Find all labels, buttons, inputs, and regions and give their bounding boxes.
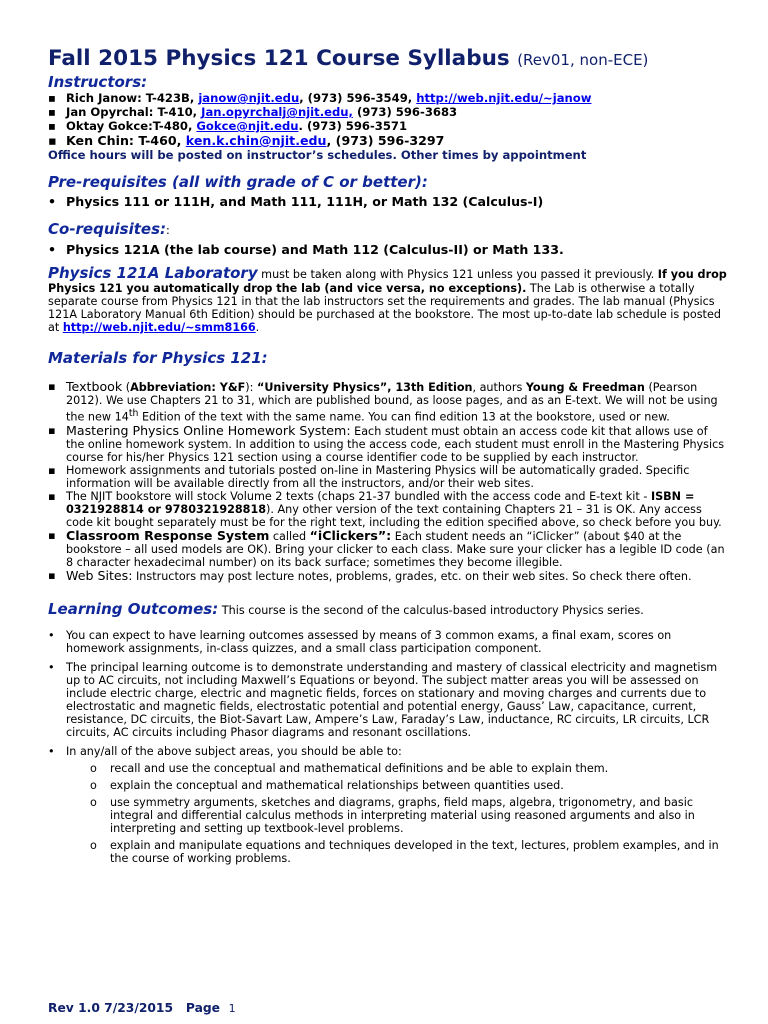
list-item [48,529,728,569]
mastering-physics-label: Mastering Physics Online Homework System: [66,422,351,438]
corequisite-text: Physics 121A (the lab course) and Math 112 (Calculus-II) or Math 133. [66,242,564,257]
text: The principal learning outcome is to demonstrate understanding and mastery of classical electricity and magnetism up to AC circuits, not including Maxwell’s Equations or beyond. The subject matter areas you will be assessed on include electric charge, electric and magnetic fields, forces on stationary and moving charges and currents due to electrostatic and magnetic fields, electrostatic potential and potential energy, Gauss’ Law, capacitance, current, resistance, DC circuits, the Biot-Savart Law, Ampere’s Law, Faraday’s Law, inductance, RC circuits, LR circuits, LCR circuits, AC circuits including Phasor diagrams and resonant oscillations. [66,660,718,739]
text: Instructors may post lecture notes, problems, grades, etc. on their web sites. So check there often. [132,569,692,583]
text: explain the conceptual and mathematical relationships between quantities used. [110,778,564,792]
instructor-phone: . (973) 596-3571 [298,119,408,133]
instructor-phone: , (973) 596-3549, [299,91,413,105]
square-bullet-icon: ▪ [48,119,56,133]
homework-text: Homework assignments and tutorials posted on-line in Mastering Physics will be automatically graded. Specific information will be available directly from all the instructors, and/or their web sites. [66,463,690,490]
instructor-name: Jan Opyrchal: T-410, [66,105,198,119]
sub-list-item [48,796,728,835]
textbook-abbreviation: Abbreviation: Y&F [130,381,246,394]
circle-bullet-icon: o [90,795,97,809]
text: , authors [472,381,526,394]
text: Each student must obtain an access code kit that allows use of the online homework system. In addition to using the access code, each student must enroll in the Mastering Physics course for his/her Physics 121 section using a course identifier code to be supplied by each instructor. [66,424,725,464]
footer-page-number: 1 [228,1002,236,1015]
list-item [48,424,728,464]
list-item [48,380,728,424]
lab-paragraph [48,264,728,334]
title-main: Fall 2015 Physics 121 Course Syllabus [48,46,510,71]
text: Each student needs an “iClicker” (about $40 at the bookstore – all used models are OK). Bring your clicker to each class. Make sure your clicker has a legible ID code (an 8 character hexadecimal number) on its back surface; sometimes they become illegible. [66,529,725,569]
instructor-phone: , (973) 596-3297 [326,133,445,148]
corequisites-heading: Co-requisites: [48,220,167,238]
crs-label: Classroom Response System [66,527,270,543]
instructor-email-link[interactable]: Jan.opyrchalj@njit.edu, [201,105,353,119]
bullet-icon: • [48,744,55,758]
text: ). Any other version of the text containing Chapters 21 – 31 is OK. Any access code kit bought separately must be for the right text, including the edition specified above, so check before you buy. [66,502,722,529]
lab-drop-warning: If you drop Physics 121 you automatically drop the lab (and vice versa, no exceptions). [48,268,727,295]
text: The NJIT bookstore will stock Volume 2 texts (chaps 21-37 bundled with the access code and E-text kit - [66,489,651,503]
syllabus-page [48,46,728,869]
corequisites-list [48,242,728,257]
sub-list-item [48,839,728,865]
instructor-name: Ken Chin: T-460, [66,133,182,148]
instructor-name: Rich Janow: T-423B, [66,91,195,105]
text: recall and use the conceptual and mathematical definitions and be able to explain them. [110,761,609,775]
bullet-icon: • [48,242,57,257]
instructor-phone: (973) 596-3683 [356,105,458,119]
list-item [48,242,728,257]
lab-schedule-link[interactable]: http://web.njit.edu/~smm8166 [62,321,256,334]
materials-list [48,380,728,583]
square-bullet-icon: ▪ [48,105,56,119]
text: You can expect to have learning outcomes assessed by means of 3 common exams, a final exam, scores on homework assignments, in-class quizzes, and a small class participation component. [66,628,672,655]
bullet-icon: • [48,194,57,209]
list-item [48,194,728,209]
instructor-email-link[interactable]: ken.k.chin@njit.edu [185,133,327,148]
instructor-item [48,119,728,133]
learning-outcomes-intro: This course is the second of the calculus-based introductory Physics series. [218,603,644,617]
learning-outcomes-line [48,600,728,618]
office-hours-note: Office hours will be posted on instructor’s schedules. Other times by appointment [48,148,587,162]
outcomes-sublist [48,762,728,865]
list-item [48,569,728,583]
textbook-authors: Young & Freedman [525,381,645,394]
square-bullet-icon: ▪ [48,489,56,503]
square-bullet-icon: ▪ [48,568,56,582]
list-item [48,629,728,655]
list-item [48,490,728,529]
instructor-list [48,91,728,148]
list-item [48,464,728,490]
lab-text-end: . [255,321,260,334]
bullet-icon: • [48,660,55,674]
instructor-name: Oktay Gokce:T-480, [66,119,193,133]
instructors-heading: Instructors: [48,73,148,91]
text: In any/all of the above subject areas, you should be able to: [66,744,402,758]
sub-list-item [48,762,728,775]
text: called [269,529,310,543]
instructor-website-link[interactable]: http://web.njit.edu/~janow [416,91,592,105]
sub-list-item [48,779,728,792]
textbook-title: “University Physics”, 13th Edition [256,381,473,394]
square-bullet-icon: ▪ [48,528,56,542]
square-bullet-icon: ▪ [48,423,56,437]
outcomes-list [48,629,728,758]
circle-bullet-icon: o [90,761,97,775]
text: ): [245,381,257,394]
footer-page-label: Page [185,1001,221,1015]
prerequisites-list [48,194,728,209]
instructor-email-link[interactable]: Gokce@njit.edu [196,119,299,133]
lab-text: must be taken along with Physics 121 unless you passed it previously. [257,268,658,281]
text: ( [122,381,131,394]
square-bullet-icon: ▪ [48,133,57,148]
isbn: ISBN = 0321928814 or 9780321928818 [66,489,695,516]
instructor-item [48,105,728,119]
text: use symmetry arguments, sketches and diagrams, graphs, field maps, algebra, trigonometry, and basic integral and differential calculus methods in interpreting material using reasoned arguments and also in interpreting and setting up textbook-level problems. [110,795,695,835]
circle-bullet-icon: o [90,838,97,852]
instructor-email-link[interactable]: janow@njit.edu [198,91,300,105]
corequisites-heading-line [48,220,728,238]
lab-text: The Lab is otherwise a totally separate course from Physics 121 in that the lab instructors set the requirements and grades. The lab manual (Physics 121A Laboratory Manual 6th Edition) should be purchased at the bookstore. The most up-to-date lab schedule is posted at [48,282,721,334]
bullet-icon: • [48,628,55,642]
textbook-label: Textbook [66,379,123,394]
page-title [48,46,728,73]
prerequisite-text: Physics 111 or 111H, and Math 111, 111H, or Math 132 (Calculus-I) [66,194,544,209]
page-footer [48,1002,236,1015]
instructor-item [48,91,728,105]
prerequisites-heading: Pre-requisites (all with grade of C or better): [48,173,428,191]
instructor-item [48,133,728,148]
list-item [48,745,728,758]
footer-revision: Rev 1.0 7/23/2015 [48,1001,174,1015]
iclickers-label: “iClickers”: [309,527,392,543]
circle-bullet-icon: o [90,778,97,792]
superscript: th [128,408,139,419]
learning-outcomes-heading: Learning Outcomes: [48,599,219,618]
square-bullet-icon: ▪ [48,463,56,477]
title-revision: (Rev01, non-ECE) [517,51,649,69]
list-item [48,661,728,739]
text: Edition of the text with the same name. You can find edition 13 at the bookstore, used or new. [138,410,670,424]
web-sites-label: Web Sites: [66,567,133,583]
text: (Pearson 2012). We use Chapters 21 to 31, which are published bound, as loose pages, and as an E-text. We will not be using the new 14 [66,381,718,424]
text: explain and manipulate equations and techniques developed in the text, lectures, problem examples, and in the course of working problems. [110,838,719,865]
materials-heading: Materials for Physics 121: [48,349,268,367]
lab-heading: Physics 121A Laboratory [48,264,258,282]
square-bullet-icon: ▪ [48,380,56,393]
heading-suffix: : [166,224,170,237]
square-bullet-icon: ▪ [48,91,56,105]
